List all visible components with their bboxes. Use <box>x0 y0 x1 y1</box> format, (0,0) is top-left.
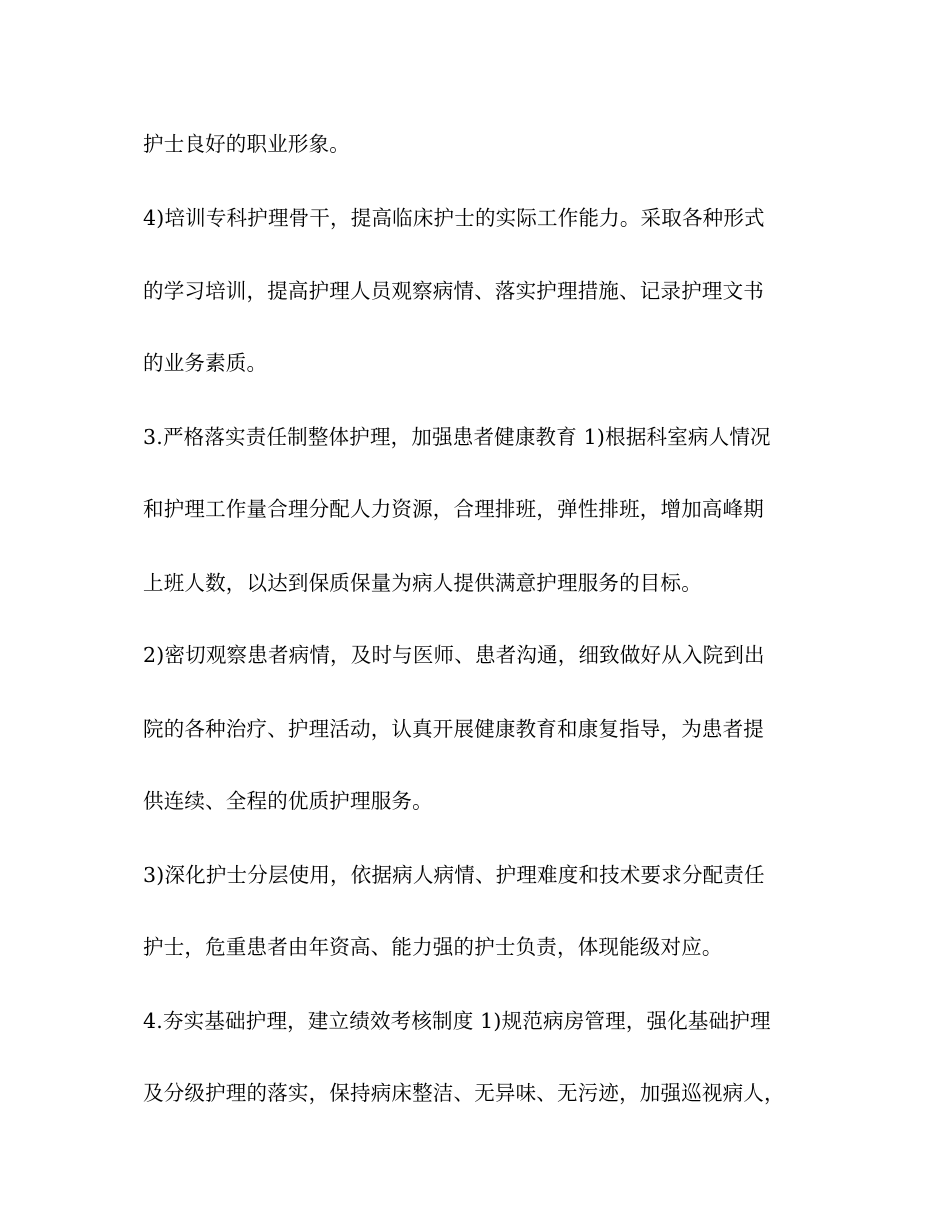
text-line: 和护理工作量合理分配人力资源，合理排班，弹性排班，增加高峰期 <box>143 497 764 521</box>
text-line: 护士，危重患者由年资高、能力强的护士负责，体现能级对应。 <box>143 935 723 959</box>
text-line: 供连续、全程的优质护理服务。 <box>143 789 433 813</box>
text-line: 上班人数，以达到保质保量为病人提供满意护理服务的目标。 <box>143 571 702 595</box>
text-line: 院的各种治疗、护理活动，认真开展健康教育和康复指导，为患者提 <box>143 717 764 741</box>
text-line: 的学习培训，提高护理人员观察病情、落实护理措施、记录护理文书 <box>143 279 764 303</box>
text-line: 3.严格落实责任制整体护理，加强患者健康教育 1)根据科室病人情况 <box>143 425 771 449</box>
text-line: 护士良好的职业形象。 <box>143 132 350 156</box>
text-line: 4.夯实基础护理，建立绩效考核制度 1)规范病房管理，强化基础护理 <box>143 1009 771 1033</box>
text-line: 3)深化护士分层使用，依据病人病情、护理难度和技术要求分配责任 <box>143 863 765 887</box>
text-line: 4)培训专科护理骨干，提高临床护士的实际工作能力。采取各种形式 <box>143 206 765 230</box>
text-line: 的业务素质。 <box>143 351 268 375</box>
text-line: 及分级护理的落实，保持病床整洁、无异味、无污迹，加强巡视病人， <box>143 1081 785 1105</box>
text-line: 2)密切观察患者病情，及时与医师、患者沟通，细致做好从入院到出 <box>143 643 765 667</box>
